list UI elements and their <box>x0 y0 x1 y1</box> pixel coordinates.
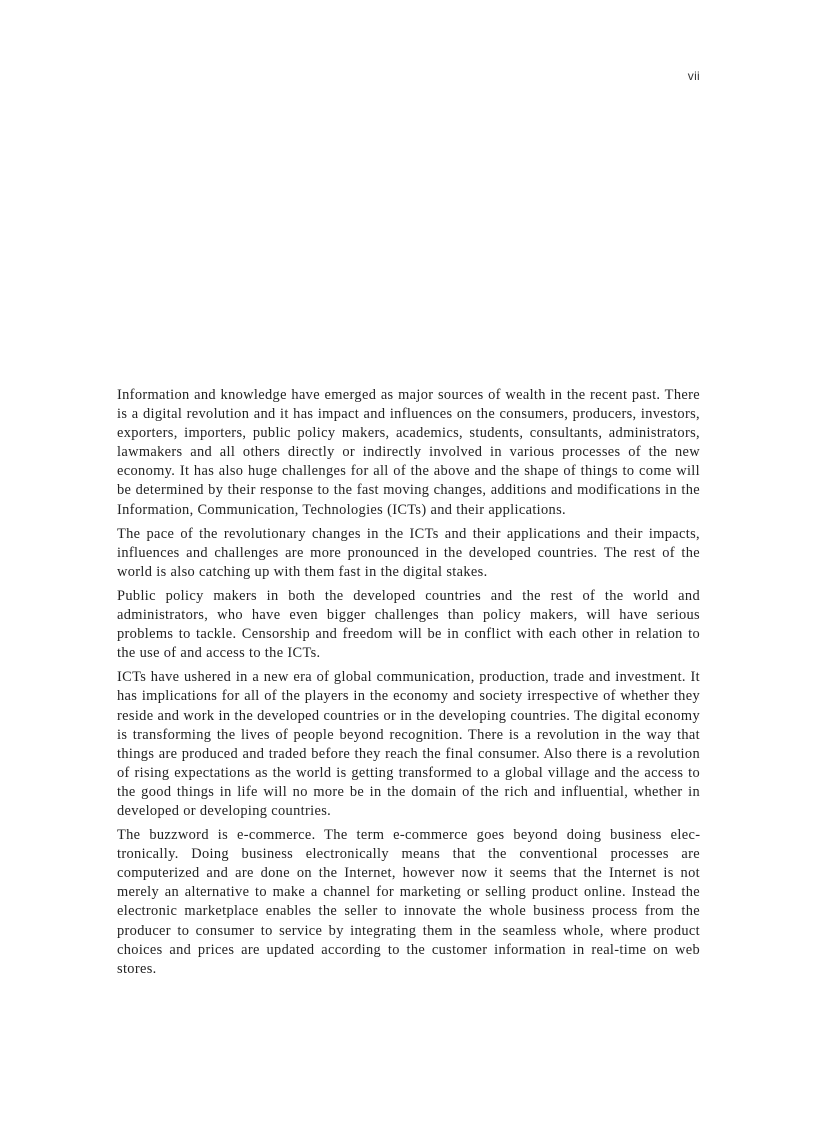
paragraph-wealth-of-information: Information and knowledge have emerged as major sources of wealth in the recent past. There is a digital revolution and it has impact and influences on the consumers, producers, investors, exporters, importers, public policy makers, academics, students, consultants, administrators, lawmakers and all others directly or indirectly involved in various processes of the new economy. It has also huge challenges for all of the above and the shape of things to come will be determined by their response to the fast moving changes, additions and modifications in the Information, Communication, Technologies (ICTs) and their applications. <box>117 387 700 518</box>
paragraph-e-commerce: The buzzword is e-commerce. The term e-commerce goes beyond doing business electronically. Doing business electronically means that the conventional processes are computerized and are done on the Internet, however now it seems that the Internet is not merely an alternative to make a channel for marketing or selling product online. Instead the electronic marketplace enables the seller to innovate the whole business process from the producer to consumer to service by integrating them in the seamless whole, where product choices and prices are updated according to the customer information in real-time on web stores. <box>117 827 700 977</box>
foreword-body <box>117 386 700 984</box>
page-number: vii <box>687 69 700 83</box>
paragraph-policy-makers: Public policy makers in both the developed countries and the rest of the world and administrators, who have even bigger challenges than policy makers, will have serious problems to tackle. Censorship and freedom will be in conflict with each other in relation to the use of and access to the ICTs. <box>117 587 700 662</box>
paragraph-pace-of-change: The pace of the revolutionary changes in the ICTs and their applications and their impacts, influences and challenges are more pronounced in the developed countries. The rest of the world is also catching up with them fast in the digital stakes. <box>117 525 700 580</box>
paragraph-ict-new-era: ICTs have ushered in a new era of global communication, production, trade and investment. It has implications for all of the players in the economy and society irrespective of whether they reside and work in the developed countries or in the developing countries. The digital economy is transforming the lives of people beyond recognition. There is a revolution in the way that things are produced and traded before they reach the final consumer. Also there is a revolution of rising expectations as the world is getting transformed to a global village and the access to the good things in life will no more be in the domain of the rich and influential, whether in developed or developing countries. <box>117 669 700 819</box>
